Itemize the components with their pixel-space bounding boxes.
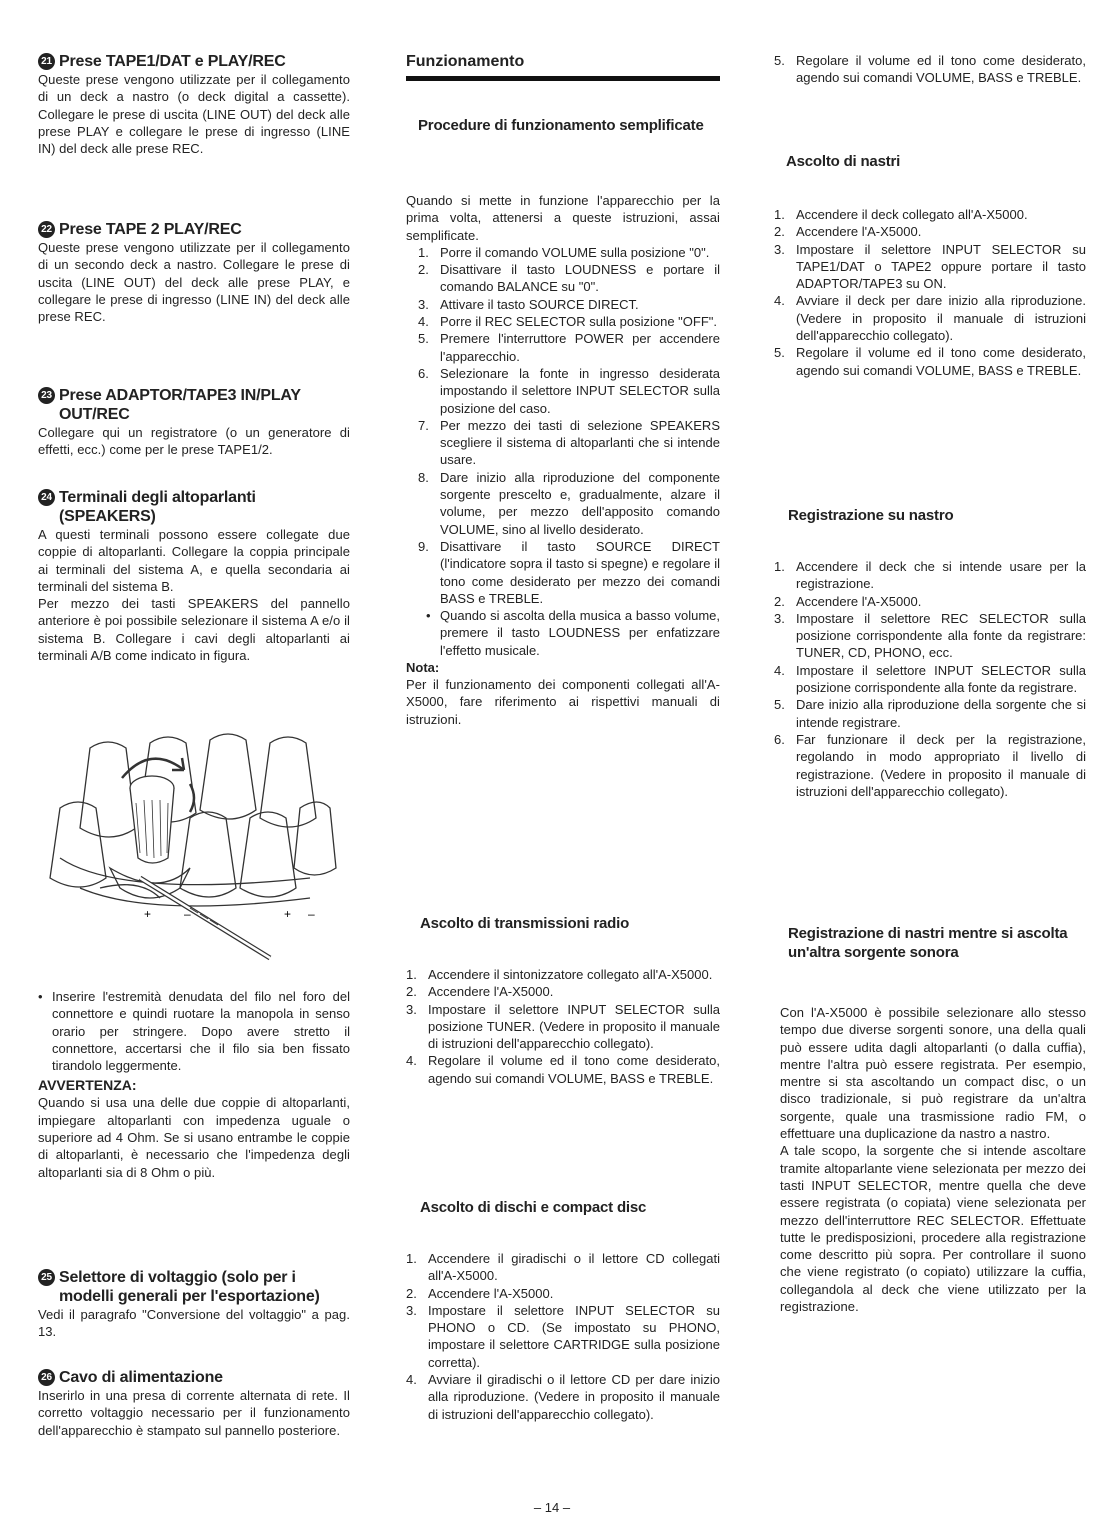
tape-heading: Ascolto di nastri (786, 153, 901, 170)
section-23 (38, 386, 350, 459)
list-item: 2. Accendere l'A-X5000. (406, 1285, 554, 1301)
section-26-heading: 26 Cavo di alimentazione (38, 1368, 350, 1387)
dubbing-text-1: Con l'A-X5000 è possibile selezionare allo stesso tempo due diverse sorgenti sonore, una della quali può essere udita dagli altoparlanti (o dalla cuffia), mentre l'altra può essere registrata. Per esempio, mentre si sta ascoltando un compact disc, o un disco tradizionale, si può registrare da un'altra sorgente, quale una trasmissione radio FM, o effettuare una duplicazione da nastro a nastro. (780, 1005, 1086, 1142)
list-item: 3. Impostare il selettore INPUT SELECTOR sulla posizione TUNER. (Vedere in proposito il manuale di istruzioni dell'apparecchio collegato). (406, 1001, 720, 1052)
radio-heading: Ascolto di transmissioni radio (420, 915, 630, 932)
terminal-post-outline (260, 737, 316, 827)
speaker-wire (140, 878, 270, 958)
section-24 (38, 488, 350, 664)
procedure-steps (406, 244, 720, 607)
continued-steps (774, 52, 1086, 87)
procedure-intro: Quando si mette in funzione l'apparecchio per la prima volta, attenersi a queste istruzioni, assai semplificate. (406, 193, 720, 243)
list-item: 2. Accendere l'A-X5000. (406, 984, 554, 1000)
list-item: 4. Avviare il giradischi o il lettore CD per dare inizio alla riproduzione. (Vedere in proposito il manuale di istruzioni dell'apparecchio collegato). (406, 1372, 720, 1422)
disc-steps (406, 1250, 720, 1423)
procedure-section (406, 192, 720, 728)
section-23-text: Collegare qui un registratore (o un generatore di effetti, ecc.) come per le prese TAPE1/2. (38, 425, 350, 458)
radio-steps (406, 966, 720, 1087)
disc-heading: Ascolto di dischi e compact disc (420, 1199, 647, 1216)
list-item: 9. Disattivare il tasto SOURCE DIRECT (l'indicatore sopra il tasto si spegne) e regolare il tono come desiderato per mezzo dei comandi BASS e TREBLE. (418, 538, 720, 606)
recording-heading: Registrazione su nastro (788, 507, 954, 524)
list-item: 3. Impostare il selettore REC SELECTOR sulla posizione corrispondente alla fonte da registrare: TUNER, CD, PHONO, ecc. (774, 610, 1086, 661)
tape-steps (774, 206, 1086, 379)
list-item: 8. Dare inizio alla riproduzione del componente sorgente prescelto e, gradualmente, alzare il volume, per mezzo dell'apposito comando VOLUME, sino al livello desiderato. (418, 469, 720, 537)
section-22 (38, 220, 350, 325)
section-21 (38, 52, 350, 157)
section-26 (38, 1368, 350, 1439)
list-item: 2. Disattivare il tasto LOUDNESS e portare il comando BALANCE su "0". (418, 262, 720, 295)
note-text: Per il funzionamento dei componenti collegati all'A-X5000, fare riferimento ai rispettivi manuali di istruzioni. (406, 677, 720, 727)
terminal-base-outline (60, 858, 310, 885)
list-item: 3. Attivare il tasto SOURCE DIRECT. (418, 296, 639, 312)
section-24-text-2: Per mezzo dei tasti SPEAKERS del pannello anteriore è poi possibile selezionare il sistema A e/o il sistema B. Collegare i cavi degli altoparlanti ai terminali A/B come indicato in figura. (38, 596, 350, 664)
list-item: 6. Far funzionare il deck per la registrazione, regolando in modo appropriato il livello di registrazione. (Vedere in proposito il manuale di istruzioni dell'apparecchio collegato). (774, 731, 1086, 799)
dubbing-text-2: A tale scopo, la sorgente che si intende ascoltare tramite altoparlante viene selezionata per mezzo dei tasti INPUT SELECTOR, mentre quella che deve essere registrata (o copiata) viene selezionata per mezzo dell'interruttore REC SELECTOR. Effettuate tutte le predisposizioni, procedere alla registrazione come descritto più sopra. Per controllare il suono che viene registrato (o copiato) utilizzare la cuffia, collegandola al deck che viene utilizzato per la registrazione. (780, 1143, 1086, 1315)
connection-instructions (38, 988, 350, 1181)
procedure-heading: Procedure di funzionamento semplificate (418, 117, 704, 134)
list-item: 1. Accendere il deck che si intende usare per la registrazione. (774, 559, 1086, 592)
page-number: – 14 – (533, 1500, 571, 1515)
recording-steps (774, 558, 1086, 800)
section-23-heading: 23 Prese ADAPTOR/TAPE3 IN/PLAY OUT/REC (38, 386, 350, 424)
list-item: 4. Porre il REC SELECTOR sulla posizione "OFF". (418, 314, 718, 330)
section-21-text: Queste prese vengono utilizzate per il collegamento di un deck a nastro (o deck digital a cassette). Collegare le prese di uscita (LINE OUT) del deck alle prese PLAY e collegare le prese di ingresso (LINE IN) del deck alle prese REC. (38, 72, 350, 157)
rotation-arrow-icon (190, 784, 194, 812)
list-item: 7. Per mezzo dei tasti di selezione SPEAKERS scegliere il sistema di altoparlanti che si intende usare. (418, 417, 720, 468)
list-item: 2. Accendere l'A-X5000. (774, 593, 922, 609)
warning-text: Quando si usa una delle due coppie di altoparlanti, impiegare altoparlanti con impedenza uguale o superiore ad 4 Ohm. Se si usano entrambe le coppie di altoparlanti, è necessario che l'impedenza degli altoparlanti sia di 8 Ohm o più. (38, 1095, 350, 1180)
circled-number: 23 (38, 387, 55, 404)
dubbing-section (780, 1004, 1086, 1315)
section-24-heading: 24 Terminali degli altoparlanti (SPEAKERS) (38, 488, 350, 526)
speaker-terminal-illustration (40, 728, 350, 978)
bullet-icon: • (38, 989, 43, 1004)
circled-number: 24 (38, 489, 55, 506)
functioning-header (406, 52, 720, 81)
list-item: 4. Regolare il volume ed il tono come desiderato, agendo sui comandi VOLUME, BASS e TREBLE. (406, 1053, 720, 1086)
circled-number: 22 (38, 221, 55, 238)
warning-title: AVVERTENZA: (38, 1077, 137, 1094)
circled-number: 21 (38, 53, 55, 70)
list-item: 1. Accendere il sintonizzatore collegato all'A-X5000. (406, 967, 713, 982)
polarity-plus-label: + (144, 907, 152, 921)
dubbing-heading: Registrazione di nastri mentre si ascolta un'altra sorgente sonora (788, 925, 1068, 961)
list-item: 5. Regolare il volume ed il tono come desiderato, agendo sui comandi VOLUME, BASS e TREBLE. (774, 53, 1086, 86)
speaker-wire-strands (190, 908, 218, 925)
list-item: 1. Accendere il deck collegato all'A-X5000. (774, 207, 1028, 222)
list-item: 5. Premere l'interruttore POWER per accendere l'apparecchio. (418, 331, 720, 364)
list-item: 5. Regolare il volume ed il tono come desiderato, agendo sui comandi VOLUME, BASS e TREBLE. (774, 345, 1086, 378)
list-item: 3. Impostare il selettore INPUT SELECTOR su PHONO o CD. (Se impostato su PHONO, impostare il selettore CARTRIDGE sulla posizione corretta). (406, 1302, 720, 1370)
note-title: Nota: (406, 660, 440, 676)
polarity-minus-label: – (184, 907, 191, 921)
list-item: 4. Avviare il deck per dare inizio alla riproduzione. (Vedere in proposito il manuale di istruzioni dell'apparecchio collegato). (774, 293, 1086, 344)
section-22-text: Queste prese vengono utilizzate per il collegamento di un secondo deck a nastro. Collegare le prese di uscita (LINE OUT) del deck alle prese PLAY, e collegare le prese di ingresso (LINE IN) del deck alle prese REC. (38, 240, 350, 325)
bullet-item: • Quando si ascolta della musica a basso volume, premere il tasto LOUDNESS per enfatizzare l'effetto musicale. (426, 608, 720, 658)
polarity-minus-label: – (308, 907, 315, 921)
section-25-text: Vedi il paragrafo "Conversione del voltaggio" a pag. 13. (38, 1307, 350, 1340)
section-26-text: Inserirlo in una presa di corrente alternata di rete. Il corretto voltaggio necessario per il funzionamento dell'apparecchio è stampato sul pannello posteriore. (38, 1388, 350, 1438)
circled-number: 26 (38, 1369, 55, 1386)
section-22-heading: 22 Prese TAPE 2 PLAY/REC (38, 220, 350, 239)
list-item: 3. Impostare il selettore INPUT SELECTOR su TAPE1/DAT o TAPE2 oppure portare il tasto ADAPTOR/TAPE3 su ON. (774, 241, 1086, 292)
bullet-icon: • (426, 608, 431, 624)
bullet-item: • Inserire l'estremità denudata del filo nel foro del connettore e quindi ruotare la manopola in senso orario per stringere. Dopo avere stretto il connettore, accertarsi che il filo sia ben fissato tirandolo leggermente. (38, 989, 350, 1074)
list-item: 4. Impostare il selettore INPUT SELECTOR sulla posizione corrispondente alla fonte da registrare. (774, 662, 1086, 696)
section-25-heading: 25 Selettore di voltaggio (solo per i modelli generali per l'esportazione) (38, 1268, 350, 1306)
rotation-arrow-icon (122, 759, 184, 778)
terminal-post-outline (200, 734, 256, 819)
page-title: Funzionamento (406, 53, 525, 70)
list-item: 6. Selezionare la fonte in ingresso desiderata impostando il selettore INPUT SELECTOR sulla posizione del caso. (418, 365, 720, 416)
section-21-heading: 21 Prese TAPE1/DAT e PLAY/REC (38, 52, 350, 71)
list-item: 1. Accendere il giradischi o il lettore CD collegati all'A-X5000. (406, 1251, 720, 1284)
section-25 (38, 1268, 350, 1341)
circled-number: 25 (38, 1269, 55, 1286)
section-24-text-1: A questi terminali possono essere collegate due coppie di altoparlanti. Collegare la coppia principale ai terminali del sistema A, e quella secondaria ai terminali del sistema B. (38, 527, 350, 594)
list-item: 2. Accendere l'A-X5000. (774, 224, 922, 240)
terminal-post-outline (240, 812, 296, 897)
list-item: 5. Dare inizio alla riproduzione della sorgente che si intende registrare. (774, 697, 1086, 730)
terminal-post-outline (80, 742, 136, 837)
polarity-plus-label: + (284, 907, 292, 921)
list-item: 1. Porre il comando VOLUME sulla posizione "0". (418, 244, 710, 260)
title-rule (406, 76, 720, 81)
